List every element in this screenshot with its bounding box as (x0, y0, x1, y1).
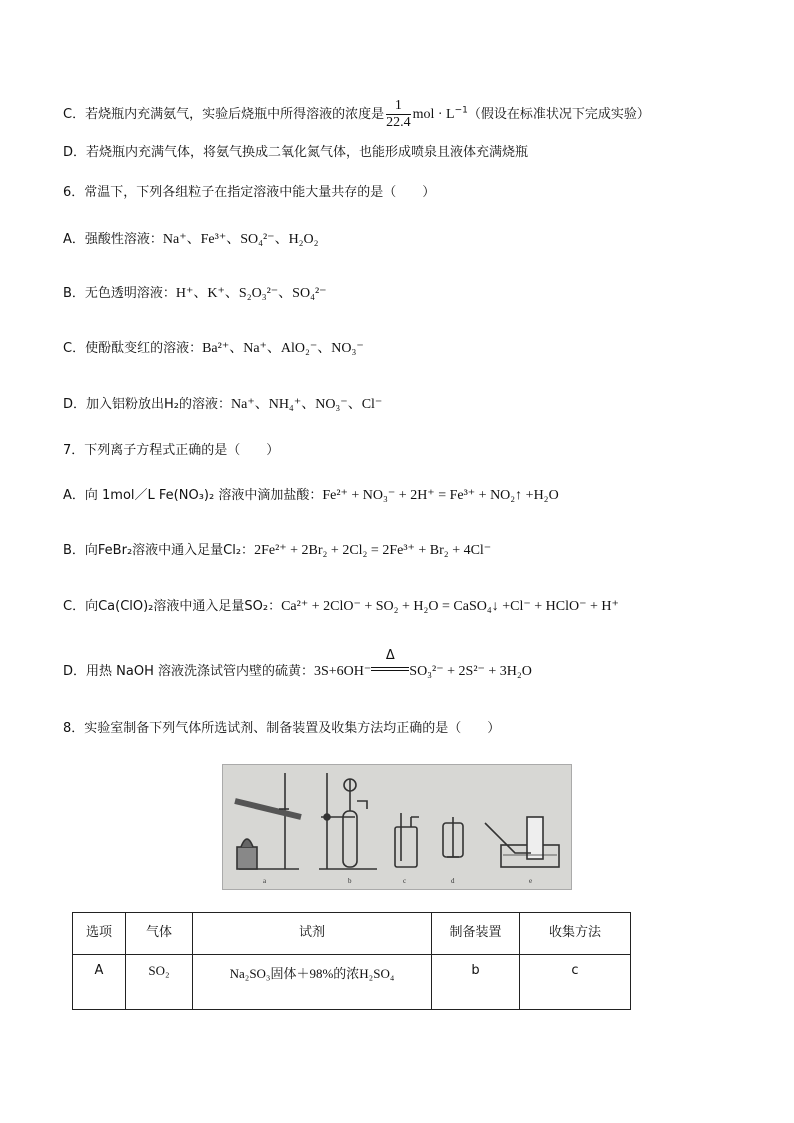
q7-option-d (63, 648, 532, 681)
fraction-numerator: 1 (386, 98, 411, 115)
fraction-denominator: 22.4 (386, 115, 411, 130)
label-b: b (348, 877, 352, 885)
q7-option-c (63, 598, 619, 616)
q6-option-a (63, 231, 319, 249)
q5-c-unit: mol · L (412, 107, 455, 122)
label-e: e (529, 877, 533, 885)
apparatus-figure (222, 764, 572, 890)
header-reagent: 试剂 (193, 913, 432, 955)
cell-reagent: Na₂SO₃固体＋98%的浓H₂SO₄ (193, 955, 432, 1010)
label-a: a (263, 877, 267, 885)
q5-option-d: D．若烧瓶内充满气体，将氨气换成二氧化氮气体，也能形成喷泉且液体充满烧瓶 (63, 145, 529, 160)
label-c: c (403, 877, 407, 885)
cell-option: A (73, 955, 126, 1010)
apparatus-e (485, 817, 559, 867)
q7-a-equation: Fe²⁺ + NO₃⁻ + 2H⁺ = Fe³⁺ + NO₂↑ +H₂O (322, 488, 559, 503)
fraction (386, 98, 411, 131)
q6-a-ions: Na⁺、Fe³⁺、SO₄²⁻、H₂O₂ (162, 232, 319, 247)
q6-c-ions: Ba²⁺、Na⁺、AlO₂⁻、NO₃⁻ (202, 341, 364, 356)
q6-option-c (63, 340, 364, 358)
q7-option-b (63, 542, 491, 560)
q7-b-equation: 2Fe²⁺ + 2Br₂ + 2Cl₂ = 2Fe³⁺ + Br₂ + 4Cl⁻ (254, 543, 492, 558)
header-collection: 收集方法 (520, 913, 631, 955)
q6-a-label: A．强酸性溶液： (63, 232, 163, 247)
header-device: 制备装置 (432, 913, 520, 955)
options-table (72, 912, 631, 1010)
q6-stem: 6．常温下，下列各组粒子在指定溶液中能大量共存的是（ ） (63, 185, 436, 200)
q7-stem: 7．下列离子方程式正确的是（ ） (63, 443, 280, 458)
double-line (371, 667, 409, 671)
q6-c-label: C．使酚酞变红的溶液： (63, 341, 203, 356)
q5-c-suffix: （假设在标准状况下完成实验） (467, 107, 650, 122)
cell-device: b (432, 955, 520, 1010)
cell-gas: SO₂ (126, 955, 193, 1010)
apparatus-c (395, 813, 419, 867)
header-option: 选项 (73, 913, 126, 955)
q7-b-label: B．向FeBr₂溶液中通入足量Cl₂： (63, 543, 255, 558)
header-gas: 气体 (126, 913, 193, 955)
q7-c-equation: Ca²⁺ + 2ClO⁻ + SO₂ + H₂O = CaSO₄↓ +Cl⁻ + HClO⁻ + H⁺ (281, 599, 619, 614)
apparatus-d (443, 817, 463, 857)
apparatus-drawing (223, 765, 571, 889)
q8-stem: 8．实验室制备下列气体所选试剂、制备装置及收集方法均正确的是（ ） (63, 721, 501, 736)
q5-c-unit-exponent: −1 (454, 105, 468, 116)
q6-d-label: D．加入铝粉放出H₂的溶液： (63, 397, 231, 412)
apparatus-a (235, 773, 301, 869)
table-row (73, 955, 631, 1010)
q5-c-prefix: C．若烧瓶内充满氨气，实验后烧瓶中所得溶液的浓度是 (63, 107, 385, 122)
apparatus-b (319, 773, 377, 869)
q6-b-ions: H⁺、K⁺、S₂O₃²⁻、SO₄²⁻ (175, 286, 327, 301)
label-d: d (451, 877, 455, 885)
q7-a-label: A．向 1mol／L Fe(NO₃)₂ 溶液中滴加盐酸： (63, 488, 323, 503)
q6-option-d (63, 396, 382, 414)
heat-condition: Δ (385, 648, 395, 663)
table-header-row (73, 913, 631, 955)
cell-collection: c (520, 955, 631, 1010)
q7-c-label: C．向Ca(ClO)₂溶液中通入足量SO₂： (63, 599, 282, 614)
q6-d-ions: Na⁺、NH₄⁺、NO₃⁻、Cl⁻ (231, 397, 383, 412)
heat-equals-sign (371, 648, 409, 675)
q5-option-c (63, 98, 650, 131)
q6-option-b (63, 285, 327, 303)
q6-b-label: B．无色透明溶液： (63, 286, 176, 301)
q7-option-a (63, 487, 559, 505)
q7-d-lhs: 3S+6OH⁻ (313, 664, 372, 679)
q7-d-rhs: SO₃²⁻ + 2S²⁻ + 3H₂O (409, 664, 532, 679)
q7-d-label: D．用热 NaOH 溶液洗涤试管内壁的硫黄： (63, 664, 314, 679)
